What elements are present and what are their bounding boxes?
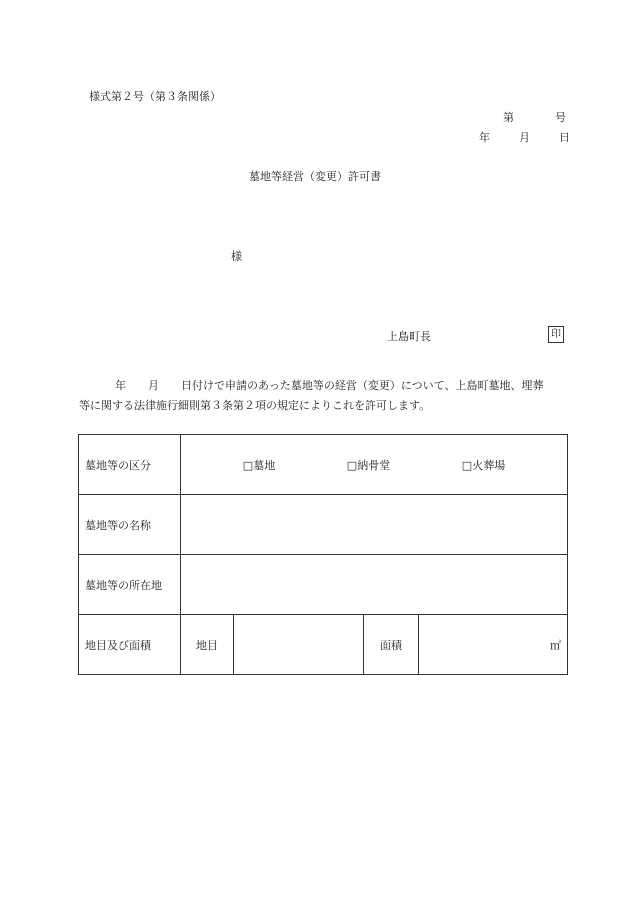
area-label: 面積	[364, 615, 419, 675]
category-row	[79, 435, 568, 495]
land-label: 地目及び面積	[79, 615, 181, 675]
date-month: 月	[519, 131, 530, 144]
body-line-2: 等に関する法律施行細則第３条第２項の規定によりこれを許可します。	[79, 399, 431, 412]
category-label: 墓地等の区分	[79, 435, 181, 495]
permit-info-table	[78, 434, 568, 675]
category-option-crematorium[interactable]: □火葬場	[461, 458, 506, 472]
form-label: 様式第２号（第３条関係）	[89, 90, 221, 103]
location-label: 墓地等の所在地	[79, 555, 181, 615]
land-type-label: 地目	[181, 615, 234, 675]
location-row	[79, 555, 568, 615]
location-value-field[interactable]	[181, 555, 568, 615]
land-type-value-field[interactable]	[234, 615, 364, 675]
permit-body-text	[79, 376, 567, 416]
document-number-suffix: 号	[555, 111, 566, 124]
area-value-field[interactable]	[419, 615, 568, 675]
date-year: 年	[479, 131, 490, 144]
name-value-field[interactable]	[181, 495, 568, 555]
name-label: 墓地等の名称	[79, 495, 181, 555]
issue-date	[479, 129, 570, 145]
body-line-1: 年 月 日付けで申請のあった墓地等の経営（変更）について、上島町墓地、埋葬	[115, 379, 544, 392]
land-row	[79, 615, 568, 675]
category-options	[181, 435, 568, 495]
document-number-prefix: 第	[503, 111, 514, 124]
category-option-cemetery[interactable]: □墓地	[242, 458, 276, 472]
name-row	[79, 495, 568, 555]
document-title: 墓地等経営（変更）許可書	[249, 170, 381, 183]
seal-mark: 印	[548, 326, 564, 343]
area-unit: ㎡	[550, 638, 561, 652]
category-option-ossuary[interactable]: □納骨堂	[346, 458, 391, 472]
addressee-suffix: 様	[231, 250, 242, 263]
issuer-name: 上島町長	[387, 330, 431, 343]
date-day: 日	[559, 131, 570, 144]
document-number	[503, 109, 566, 125]
